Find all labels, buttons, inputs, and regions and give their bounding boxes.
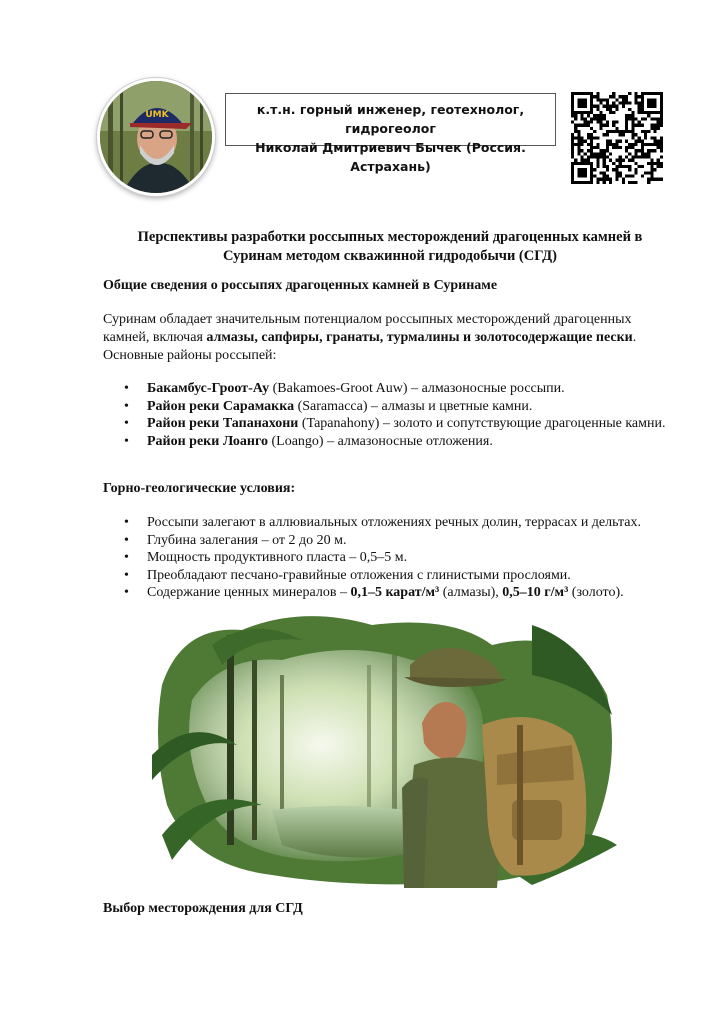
bullet-dot: • bbox=[124, 585, 129, 601]
author-name: Николай Дмитриевич Бычек (Россия. Астрахань) bbox=[255, 140, 526, 174]
bullet-dot: • bbox=[124, 550, 129, 566]
intro-paragraph bbox=[103, 311, 673, 365]
title-line-1: Перспективы разработки россыпных месторождений драгоценных камней в bbox=[137, 229, 643, 245]
document-title bbox=[110, 228, 670, 266]
section-heading-general: Общие сведения о россыпях драгоценных камней в Суринаме bbox=[103, 278, 498, 293]
list-item: • Содержание ценных минералов – 0,1–5 карат/м³ (алмазы), 0,5–10 г/м³ (золото). bbox=[124, 585, 624, 601]
qr-code-icon[interactable] bbox=[571, 92, 663, 184]
list-item: • Преобладают песчано-гравийные отложения с глинистыми прослоями. bbox=[124, 567, 571, 583]
author-credentials-box bbox=[225, 93, 556, 174]
explorer-rainforest-illustration bbox=[152, 605, 622, 888]
bullet-dot: • bbox=[124, 381, 129, 396]
intro-text-start: Суринам обладает значительным потенциалом россыпных месторождений драгоценных камней, включая bbox=[103, 312, 632, 345]
list-item: • Район реки Сарамакка (Saramacca) – алмазы и цветные камни. bbox=[124, 398, 533, 414]
author-photo bbox=[97, 78, 215, 196]
bullet-dot: • bbox=[124, 567, 129, 583]
bullet-dot: • bbox=[124, 515, 129, 530]
list-item: • Мощность продуктивного пласта – 0,5–5 м. bbox=[124, 550, 408, 566]
list-item: • Район реки Тапанахони (Tapanahony) – золото и сопутствующие драгоценные камни. bbox=[124, 416, 666, 432]
intro-minerals: алмазы, сапфиры, гранаты, турмалины и золотосодержащие пески bbox=[206, 330, 633, 345]
bullet-dot: • bbox=[124, 398, 129, 414]
section-heading-field-selection: Выбор месторождения для СГД bbox=[103, 901, 303, 916]
section-heading-geology: Горно-геологические условия: bbox=[103, 481, 296, 496]
author-title: к.т.н. горный инженер, геотехнолог, гидрогеолог bbox=[256, 102, 525, 136]
title-line-2: Суринам методом скважинной гидродобычи (СГД) bbox=[223, 248, 557, 264]
intro-text-end: . Основные районы россыпей: bbox=[103, 330, 637, 363]
bullet-dot: • bbox=[124, 416, 129, 432]
geology-list bbox=[103, 514, 693, 602]
list-item: • Бакамбус-Гроот-Ау (Bakamoes-Groot Auw) – алмазоносные россыпи. bbox=[124, 381, 565, 396]
list-item: • Район реки Лоанго (Loango) – алмазоносные отложения. bbox=[124, 433, 493, 449]
list-item: • Россыпи залегают в аллювиальных отложениях речных долин, террасах и дельтах. bbox=[124, 515, 641, 530]
cap-logo: UMK bbox=[145, 110, 169, 120]
bullet-dot: • bbox=[124, 532, 129, 548]
list-item: • Глубина залегания – от 2 до 20 м. bbox=[124, 532, 347, 548]
regions-list bbox=[103, 380, 673, 450]
bullet-dot: • bbox=[124, 433, 129, 449]
